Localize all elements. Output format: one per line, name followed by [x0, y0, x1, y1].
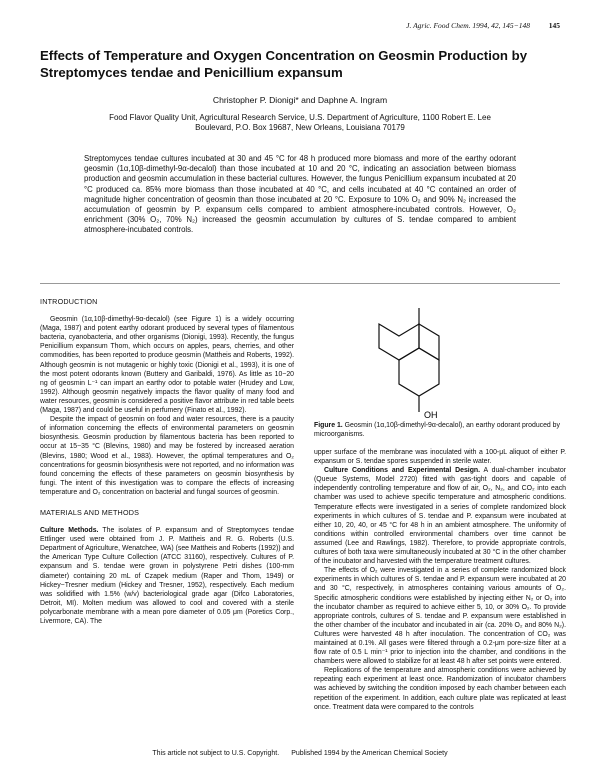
page-footer	[0, 750, 600, 757]
intro-heading: INTRODUCTION	[40, 297, 98, 306]
figure-caption-text: Geosmin (1α,10β-dimethyl-9α-decalol), an earthy odorant produced by microorganisms.	[314, 422, 560, 438]
figure-caption-label: Figure 1.	[314, 422, 343, 429]
right-paragraph-4: Replications of the temperature and atmospheric conditions were achieved by repeating each experiment at least once. Randomization of incubator chambers was achieved by switching the condition imposed by each chamber between each repetition of the experiment. In addition, each culture plate was replicated at least once. Treatment data were compared to the controls	[314, 667, 566, 711]
left-column	[40, 297, 294, 626]
publisher-note: Published 1994 by the American Chemical Society	[291, 750, 448, 757]
intro-paragraph-2: Despite the impact of geosmin on food and water resources, there is a paucity of information concerning the effects of environmental parameters on geosmin biosynthesis. Geosmin production by filamentous bacteria has been reported to occur at 15−35 °C (Blevins, 1980) and may be fostered by increased aeration (Blevins, 1980; Wood et al., 1983). However, the optimal temperatures and O₂ concentrations for geosmin biosynthesis were not reported, and no information was found concerning the effects of these parameters on geosmin biosynthesis by fungi. The intent of this investigation was to compare the effects of increasing temperature and O₂ concentration on bacterial and fungal sources of geosmin.	[40, 416, 294, 496]
page-number: 145	[548, 21, 560, 30]
methods-paragraph-1	[40, 526, 294, 626]
article-title: Effects of Temperature and Oxygen Concentration on Geosmin Production by Streptomyces tendae and Penicillium expansum	[40, 48, 528, 80]
oh-label: OH	[424, 410, 438, 420]
methods-runhead: Culture Methods.	[40, 527, 99, 535]
right-column	[314, 448, 566, 712]
affiliation-line-2: Boulevard, P.O. Box 19687, New Orleans, Louisiana 70179	[195, 123, 405, 132]
copyright-note: This article not subject to U.S. Copyright.	[152, 750, 280, 757]
geosmin-structure-figure	[374, 296, 464, 426]
affiliation-line-1: Food Flavor Quality Unit, Agricultural Research Service, U.S. Department of Agriculture, 1100 Robert E. Lee	[109, 113, 491, 122]
methods-text: The isolates of P. expansum and of Streptomyces tendae Ettlinger used were obtained from J. P. Mattheis and R. G. Roberts (U.S. Department of Agriculture, Wenatchee, WA) (see Mattheis and Roberts (1992)) and the American Type Culture Collection (ATCC 31160), respectively. Cultures of P. expansum and S. tendae were grown in polystyrene Petri dishes (100-mm diameter) containing 20 mL of Czapek medium (Raper and Thom, 1949) or Hickey−Tresner medium (Hickey and Tresner, 1952), respectively. Each medium was solidified with 1.5% (w/v) bacteriological grade agar (Difco Laboratories, Detroit, MI). Molten medium was allowed to cool and covered with a sterile polycarbonate membrane with a mean pore diameter of 0.05 μm (Poretics Corp., Livermore, CA). The	[40, 527, 294, 625]
affiliation	[40, 113, 560, 133]
methods-heading: MATERIALS AND METHODS	[40, 507, 140, 517]
section-divider	[40, 283, 560, 284]
figure-caption	[314, 421, 566, 439]
abstract: Streptomyces tendae cultures incubated at 30 and 45 °C for 48 h produced more biomass and more of the earthy odorant geosmin (1α,10β-dimethyl-9α-decalol) than those incubated at 10 and 20 °C, indicating an association between biomass production and geosmin accumulation in these bacterial cultures. However, the fungus Penicillium expansum incubated at 20 °C produced ca. 85% more biomass than those incubated at 40 °C, and cells incubated at 40 °C contained an order of magnitude higher concentration of geosmin than those incubated at 20 °C. Exposure to 10% O₂ and 90% N₂ increased the accumulation of geosmin by P. expansum cells compared to ambient atmosphere-incubated controls. However, O₂ enrichment (30% O₂, 70% N₂) increased the geosmin accumulation by cultures of S. tendae compared to ambient atmosphere-incubated controls.	[84, 154, 516, 235]
right-paragraph-2	[314, 466, 566, 566]
journal-citation: J. Agric. Food Chem. 1994, 42, 145−148	[406, 21, 530, 30]
running-header	[40, 21, 560, 33]
ring-right-lower	[399, 348, 439, 396]
ring-left	[379, 324, 419, 360]
intro-paragraph-1: Geosmin (1α,10β-dimethyl-9α-decalol) (see Figure 1) is a widely occurring (Maga, 1987) and potent earthy odorant produced by several types of filamentous bacteria, cyanobacteria, and other organisms (Dionigi, 1993). Recently, the fungus Penicillium expansum Thom, which occurs on apples, pears, cherries, and other commodities, has been reported to produce geosmin (Mattheis and Roberts, 1992). Although geosmin is not mutagenic or highly toxic (Dionigi et al., 1993), it is one of the most potent odorants known (Buttery and Garibaldi, 1976). As little as 10−20 ng of geosmin L⁻¹ can impart an earthy odor to potable water (Hrudey and Low, 1992). Although geosmin negatively impacts the flavor quality of many food and water resources, geosmin is considered a positive flavor attribute in red table beets (Maga, 1987) and could be useful in perfumery (Finato et al., 1992).	[40, 316, 294, 415]
right-paragraph-3: The effects of O₂ were investigated in a series of complete randomized block experiments in which cultures of S. tendae and P. expansum were incubated at 20 and 30 °C, respectively, in atmospheres containing various amounts of O₂. Specific atmospheric conditions were established by injecting either N₂ or O₂ into the incubator chamber as required to achieve either 5, 10, or 30% O₂. To provide appropriate controls, cultures of S. tendae and P. expansum were established in the other chamber of the incubator and incubated in air (ca. 20% O₂ and 80% N₂). Cultures were harvested 48 h after inoculation. The concentration of CO₂ was maintained at 0.1%. All gases were filtered through a 0.2-μm pore-size filter at a flow rate of 0.5 L min⁻¹ prior to injection into the chamber, and conditions in the chambers were allowed to stabilize for at least 48 h after set points were entered.	[314, 567, 566, 666]
right-paragraph-1: upper surface of the membrane was inoculated with a 100-μL aliquot of either P. expansum or S. tendae spores suspended in sterile water.	[314, 449, 566, 466]
conditions-runhead: Culture Conditions and Experimental Design.	[324, 467, 481, 475]
authors: Christopher P. Dionigi* and Daphne A. Ingram	[212, 95, 388, 105]
conditions-text: A dual-chamber incubator (Queue Systems, Model 2720) fitted with gas-tight doors and capable of independently controlling temperature and flow of air, O₂, N₂, and CO₂ into each chamber was used to achieve specific temperature and atmospheric conditions. Temperature effects were investigated in a series of complete randomized block experiments in which cultures of S. tendae and P. expansum were incubated at either 10, 20, 40, or 45 °C for 48 h in an ambient atmosphere. The uniformity of conditions within controlled environmental chambers over time cannot be assumed (Lee and Rawlings, 1982). Therefore, to provide appropriate controls, cultures of both taxa were simultaneously incubated at 30 °C in the other chamber of the incubator and harvested with the temperature treatment cultures.	[314, 467, 566, 566]
